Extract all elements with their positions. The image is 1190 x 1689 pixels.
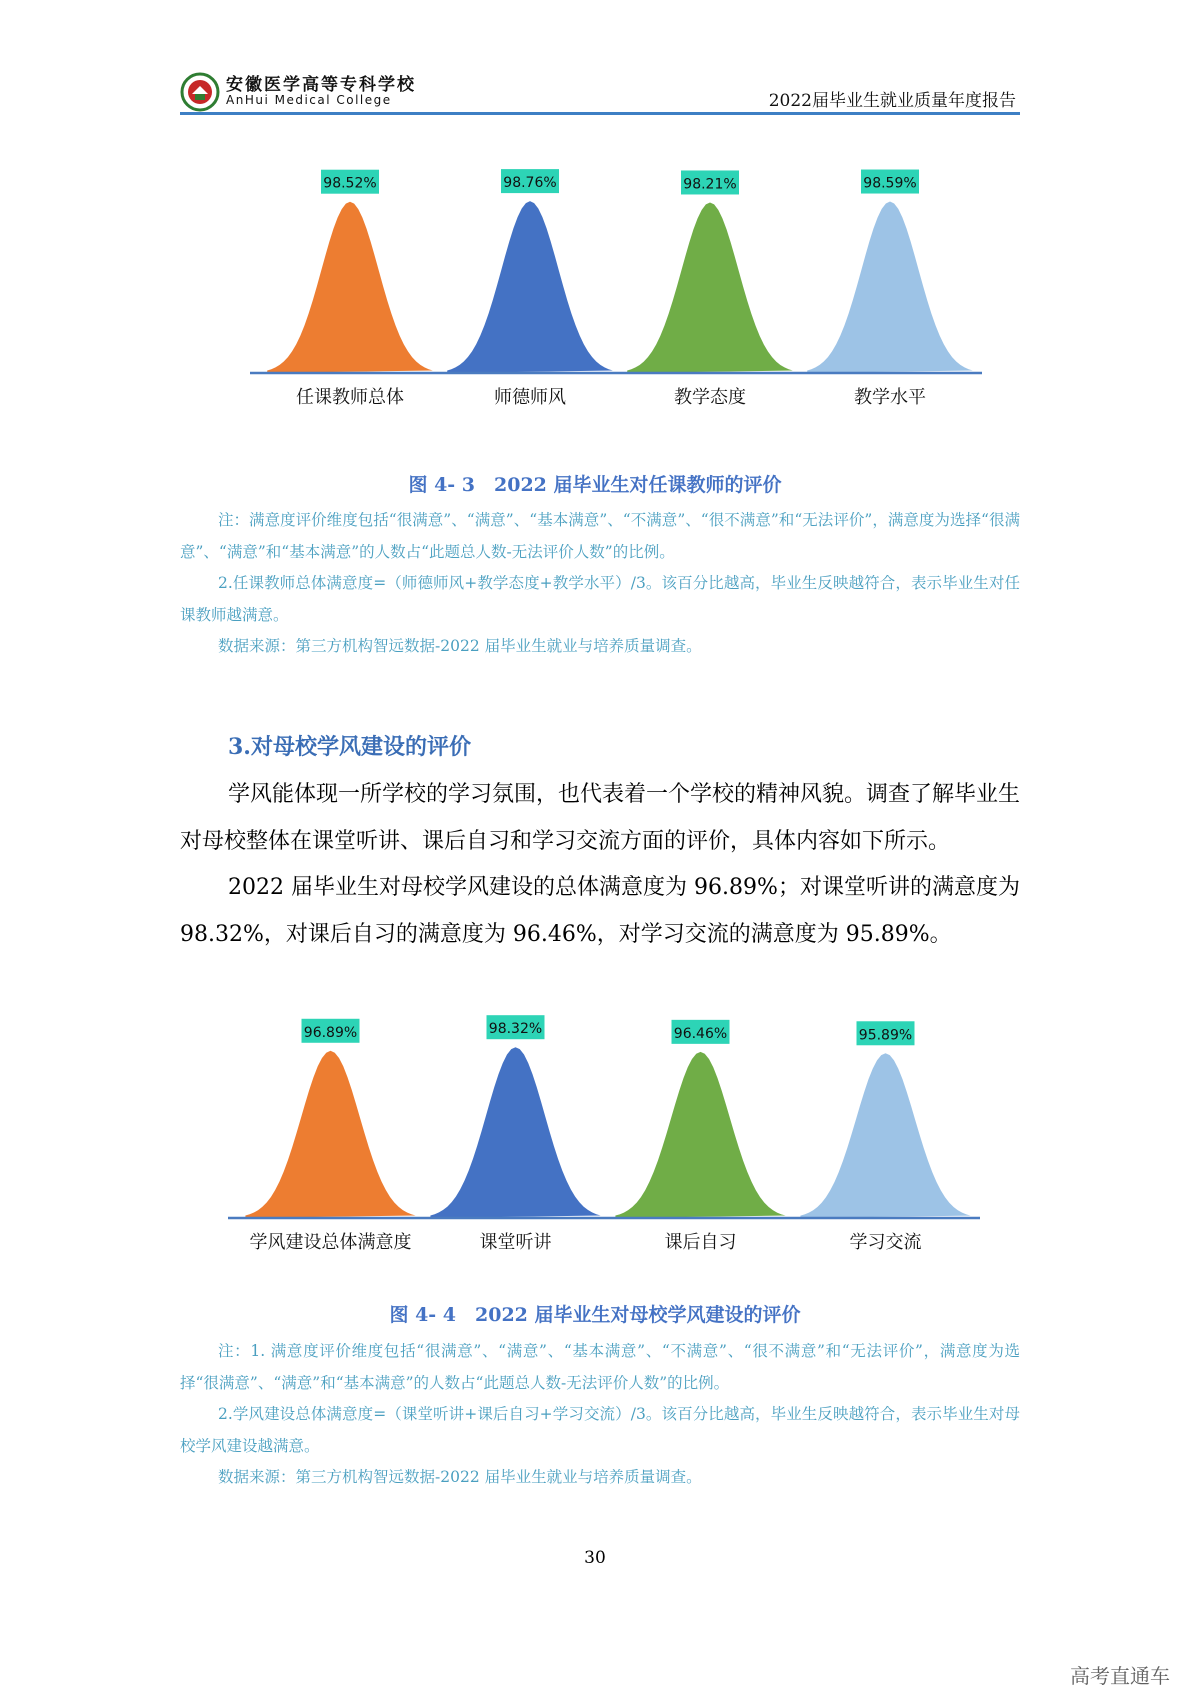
section-body bbox=[180, 772, 1020, 958]
note-text: 注：满意度评价维度包括“很满意”、“满意”、“基本满意”、“不满意”、“很不满意”和“无法评价”，满意度为选择“很满意”、“满意”和“基本满意”的人数占“此题总人数-无法评价人数”的比例。 bbox=[180, 511, 1020, 561]
data-label-3: 98.59% bbox=[863, 175, 917, 192]
category-label-3: 学习交流 bbox=[849, 1232, 922, 1253]
figure-notes-2 bbox=[180, 1336, 1020, 1494]
body-paragraph: 2022 届毕业生对母校学风建设的总体满意度为 96.89%；对课堂听讲的满意度为 98.32%，对课后自习的满意度为 96.46%，对学习交流的满意度为 95.89%。 bbox=[180, 875, 1020, 947]
body-paragraph: 学风能体现一所学校的学习氛围，也代表着一个学校的精神风貌。调查了解毕业生对母校整体在课堂听讲、课后自习和学习交流方面的评价，具体内容如下所示。 bbox=[180, 782, 1021, 854]
peak-3 bbox=[800, 1053, 970, 1218]
data-label-0: 96.89% bbox=[303, 1024, 358, 1041]
category-label-1: 师德师风 bbox=[494, 387, 566, 408]
data-label-0: 98.52% bbox=[323, 175, 377, 192]
data-label-2: 96.46% bbox=[673, 1025, 728, 1042]
peak-2 bbox=[627, 202, 793, 373]
category-label-0: 学风建设总体满意度 bbox=[249, 1232, 412, 1253]
figure-caption-1: 图 4- 3 2022 届毕业生对任课教师的评价 bbox=[408, 474, 782, 496]
category-label-2: 课后自习 bbox=[664, 1232, 737, 1253]
data-label-3: 95.89% bbox=[858, 1027, 913, 1044]
teacher-evaluation-chart bbox=[250, 160, 990, 450]
peak-3 bbox=[807, 202, 973, 373]
college-name-cn: 安徽医学高等专科学校 bbox=[226, 75, 416, 95]
report-title: 2022届毕业生就业质量年度报告 bbox=[768, 91, 1016, 111]
college-name-en: AnHui Medical College bbox=[226, 93, 392, 107]
college-logo-icon bbox=[180, 72, 220, 112]
category-label-0: 任课教师总体 bbox=[296, 387, 404, 408]
category-label-2: 教学态度 bbox=[674, 387, 746, 408]
watermark: 高考直通车 bbox=[1070, 1664, 1170, 1688]
category-label-1: 课堂听讲 bbox=[479, 1232, 552, 1253]
section-title: 3.对母校学风建设的评价 bbox=[228, 734, 471, 760]
data-label-2: 98.21% bbox=[683, 176, 737, 193]
note-text: 数据来源：第三方机构智远数据-2022 届毕业生就业与培养质量调查。 bbox=[218, 1468, 702, 1486]
page-number: 30 bbox=[584, 1548, 606, 1568]
note-text: 2.学风建设总体满意度=（课堂听讲+课后自习+学习交流）/3。该百分比越高，毕业生反映越符合，表示毕业生对母校学风建设越满意。 bbox=[180, 1405, 1020, 1455]
figure-notes-1 bbox=[180, 505, 1020, 663]
peak-0 bbox=[267, 202, 433, 373]
data-label-1: 98.76% bbox=[503, 175, 557, 192]
peak-1 bbox=[430, 1047, 600, 1218]
peak-2 bbox=[615, 1052, 785, 1218]
page-header bbox=[180, 68, 1020, 115]
peak-1 bbox=[447, 201, 613, 373]
category-label-3: 教学水平 bbox=[854, 387, 926, 408]
note-text: 数据来源：第三方机构智远数据-2022 届毕业生就业与培养质量调查。 bbox=[218, 637, 702, 655]
figure-caption-2: 图 4- 4 2022 届毕业生对母校学风建设的评价 bbox=[389, 1304, 801, 1326]
peak-0 bbox=[245, 1051, 415, 1218]
note-text: 2.任课教师总体满意度=（师德师风+教学态度+教学水平）/3。该百分比越高，毕业生反映越符合，表示毕业生对任课教师越满意。 bbox=[180, 574, 1020, 624]
note-text: 注：1. 满意度评价维度包括“很满意”、“满意”、“基本满意”、“不满意”、“很不满意”和“无法评价”，满意度为选择“很满意”、“满意”和“基本满意”的人数占“此题总人数-无法评价人数”的比例。 bbox=[180, 1342, 1020, 1392]
study-style-evaluation-chart bbox=[228, 1005, 988, 1295]
data-label-1: 98.32% bbox=[488, 1021, 543, 1038]
